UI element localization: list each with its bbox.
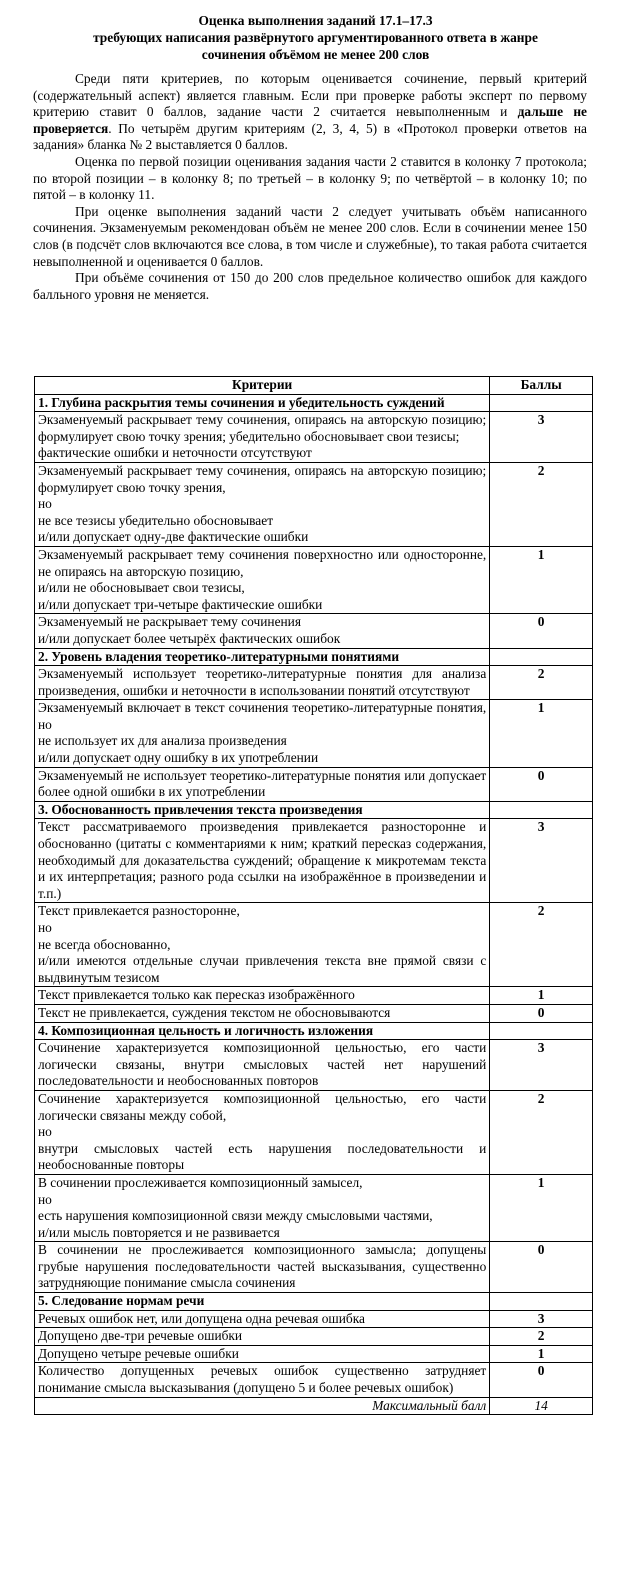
criterion-line: и/или не обосновывает свои тезисы, [38, 580, 245, 596]
criterion-description [35, 1040, 490, 1091]
criterion-line: Экзаменуемый не использует теоретико-литературные понятия или допускает более одной ошибки в их употреблении [38, 767, 487, 800]
criterion-score: 0 [490, 1363, 593, 1397]
criterion-score: 0 [490, 1004, 593, 1022]
criterion-line: Количество допущенных речевых ошибок существенно затрудняет понимание смысла высказывания (допущено 5 и более речевых ошибок) [38, 1363, 487, 1396]
criterion-description [35, 1345, 490, 1363]
criterion-line: и/или допускает более четырёх фактических ошибок [38, 630, 341, 646]
criterion-description [35, 987, 490, 1005]
max-score-row [35, 1397, 593, 1415]
criterion-line: Текст привлекается разносторонне, [38, 903, 240, 919]
table-row [35, 546, 593, 613]
criterion-line: но [38, 496, 52, 512]
table-row [35, 1310, 593, 1328]
intro-bold-phrase: дальше не проверяется [33, 104, 587, 136]
criterion-score: 3 [490, 1310, 593, 1328]
criterion-line: В сочинении не прослеживается композиционного замысла; допущены грубые нарушения последовательности частей высказывания, существенно затрудняющие понимание смысла сочинения [38, 1242, 487, 1291]
section-score-empty [490, 1293, 593, 1311]
criterion-line: фактические ошибки и неточности отсутствуют [38, 445, 312, 461]
section-header-row [35, 1293, 593, 1311]
table-row [35, 1345, 593, 1363]
max-score-label: Максимальный балл [35, 1397, 490, 1415]
header-score: Баллы [490, 377, 593, 395]
criterion-line: есть нарушения композиционной связи между смысловыми частями, [38, 1208, 433, 1224]
table-row [35, 987, 593, 1005]
table-row [35, 1328, 593, 1346]
criterion-score: 2 [490, 666, 593, 700]
intro-text-run: . По четырём другим критериям (2, 3, 4, 5) в «Протокол проверки ответов на задания» бланка № 2 выставляется 0 баллов. [33, 120, 587, 153]
criterion-line: Текст привлекается только как пересказ изображённого [38, 987, 355, 1003]
table-row [35, 412, 593, 463]
criterion-score: 1 [490, 546, 593, 613]
intro-paragraph [33, 71, 587, 154]
table-row [35, 1004, 593, 1022]
document-page [0, 12, 631, 1413]
criterion-score: 0 [490, 767, 593, 801]
section-score-empty [490, 801, 593, 819]
criterion-line: но [38, 1191, 52, 1207]
criterion-line: не всегда обоснованно, [38, 936, 171, 952]
table-row [35, 1174, 593, 1241]
criterion-line: но [38, 1124, 52, 1140]
intro-paragraph: При объёме сочинения от 150 до 200 слов предельное количество ошибок для каждого балльного уровня не меняется. [33, 270, 587, 302]
criterion-description [35, 666, 490, 700]
criterion-description [35, 1310, 490, 1328]
section-header-row [35, 1022, 593, 1040]
table-row [35, 666, 593, 700]
criterion-description [35, 546, 490, 613]
criterion-line: Текст не привлекается, суждения текстом не обосновываются [38, 1004, 391, 1020]
section-heading: 2. Уровень владения теоретико-литературными понятиями [35, 648, 490, 666]
criterion-score: 2 [490, 462, 593, 546]
criterion-description [35, 1004, 490, 1022]
table-row [35, 700, 593, 767]
criterion-line: Экзаменуемый использует теоретико-литературные понятия для анализа произведения, ошибки и неточности в использовании понятий отсутствуют [38, 666, 487, 698]
table-row [35, 614, 593, 648]
criterion-line: и/или допускает три-четыре фактические ошибки [38, 596, 323, 612]
criterion-line: Экзаменуемый не раскрывает тему сочинения [38, 614, 302, 630]
intro-paragraph: Оценка по первой позиции оценивания задания части 2 ставится в колонку 7 протокола; по второй позиции – в колонку 8; по третьей – в колонку 9; по четвёртой – в колонку 10; по пятой – в колонку 11. [33, 153, 587, 203]
criterion-line: Речевых ошибок нет, или допущена одна речевая ошибка [38, 1310, 365, 1326]
criteria-table [34, 376, 593, 1415]
title-line: требующих написания развёрнутого аргументированного ответа в жанре [93, 30, 538, 45]
criterion-score: 0 [490, 1242, 593, 1293]
intro-text [33, 71, 587, 303]
criterion-line: и/или имеются отдельные случаи привлечения текста вне прямой связи с выдвинутым тезисом [38, 953, 487, 985]
section-header-row [35, 394, 593, 412]
criterion-score: 2 [490, 1090, 593, 1174]
criterion-score: 3 [490, 1040, 593, 1091]
table-row [35, 1090, 593, 1174]
criterion-score: 1 [490, 700, 593, 767]
criterion-score: 3 [490, 819, 593, 903]
section-header-row [35, 801, 593, 819]
criterion-line: и/или допускает одну ошибку в их употреблении [38, 750, 319, 766]
criterion-line: и/или мысль повторяется и не развивается [38, 1224, 280, 1240]
criterion-score: 2 [490, 903, 593, 987]
section-score-empty [490, 394, 593, 412]
table-row [35, 462, 593, 546]
criterion-score: 1 [490, 987, 593, 1005]
criterion-description [35, 412, 490, 463]
table-row [35, 1242, 593, 1293]
criterion-description [35, 903, 490, 987]
criterion-description [35, 767, 490, 801]
table-row [35, 903, 593, 987]
section-heading: 3. Обоснованность привлечения текста произведения [35, 801, 490, 819]
criterion-line: Экзаменуемый раскрывает тему сочинения поверхностно или односторонне, не опираясь на авторскую позицию, [38, 546, 487, 579]
criterion-line: Допущено две-три речевые ошибки [38, 1328, 243, 1344]
criterion-score: 3 [490, 412, 593, 463]
criterion-line: Сочинение характеризуется композиционной цельностью, его части логически связаны, внутри смысловых частей нет нарушений последовательности и необоснованных повторов [38, 1040, 487, 1089]
criterion-line: Экзаменуемый раскрывает тему сочинения, опираясь на авторскую позицию; формулирует свою точку зрения; убедительно обосновывает свои тезисы; [38, 412, 487, 444]
criterion-line: Текст рассматриваемого произведения привлекается разносторонне и обоснованно (цитаты с комментариями к ним; краткий пересказ содержания, необходимый для доказательства суждений; обращение к микротемам текста и их интерпретация; разного рода ссылки на изображённое в произведении и т.п.) [38, 819, 487, 901]
section-header-row [35, 648, 593, 666]
criterion-line: Допущено четыре речевые ошибки [38, 1345, 239, 1361]
criterion-description [35, 1242, 490, 1293]
criterion-line: но [38, 920, 52, 935]
max-score-value: 14 [490, 1397, 593, 1415]
table-row [35, 1040, 593, 1091]
criterion-line: В сочинении прослеживается композиционный замысел, [38, 1174, 363, 1190]
criterion-score: 2 [490, 1328, 593, 1346]
header-criteria: Критерии [35, 377, 490, 395]
section-score-empty [490, 1022, 593, 1040]
criterion-score: 1 [490, 1174, 593, 1241]
table-row [35, 819, 593, 903]
section-score-empty [490, 648, 593, 666]
criterion-description [35, 1328, 490, 1346]
title-line: сочинения объёмом не менее 200 слов [201, 47, 430, 62]
section-heading: 5. Следование нормам речи [35, 1293, 490, 1311]
page-title [0, 12, 631, 63]
intro-paragraph: При оценке выполнения заданий части 2 следует учитывать объём написанного сочинения. Экзаменуемым рекомендован объём не менее 200 слов. Если в сочинении менее 150 слов (в подсчёт слов включаются все слова, в том числе и служебные), то такая работа считается невыполненной и оценивается 0 баллов. [33, 203, 587, 269]
criterion-score: 0 [490, 614, 593, 648]
criterion-description [35, 1363, 490, 1397]
criterion-line: и/или допускает одну-две фактические ошибки [38, 529, 309, 545]
intro-text-run: Среди пяти критериев, по которым оценивается сочинение, первый критерий (содержательный аспект) является главным. Если при проверке работы эксперт по первому критерию ставит 0 баллов, задание части 2 считается невыполненным и [33, 71, 587, 120]
criteria-table-body [35, 394, 593, 1397]
criterion-description [35, 462, 490, 546]
criterion-score: 1 [490, 1345, 593, 1363]
table-header-row [35, 377, 593, 395]
criterion-description [35, 1174, 490, 1241]
criterion-description [35, 819, 490, 903]
criterion-line: Экзаменуемый раскрывает тему сочинения, опираясь на авторскую позицию; формулирует свою точку зрения, [38, 462, 487, 495]
criterion-description [35, 1090, 490, 1174]
criterion-line: внутри смысловых частей есть нарушения последовательности и необоснованные повторы [38, 1140, 487, 1173]
criterion-line: не все тезисы убедительно обосновывает [38, 512, 274, 528]
criterion-line: Экзаменуемый включает в текст сочинения теоретико-литературные понятия, но [38, 700, 487, 732]
section-heading: 4. Композиционная цельность и логичность изложения [35, 1022, 490, 1040]
title-line: Оценка выполнения заданий 17.1–17.3 [198, 13, 433, 28]
criterion-line: не использует их для анализа произведения [38, 733, 287, 749]
criterion-description [35, 614, 490, 648]
section-heading: 1. Глубина раскрытия темы сочинения и убедительность суждений [35, 394, 490, 412]
table-row [35, 1363, 593, 1397]
criterion-description [35, 700, 490, 767]
table-row [35, 767, 593, 801]
criterion-line: Сочинение характеризуется композиционной цельностью, его части логически связаны между собой, [38, 1090, 487, 1123]
